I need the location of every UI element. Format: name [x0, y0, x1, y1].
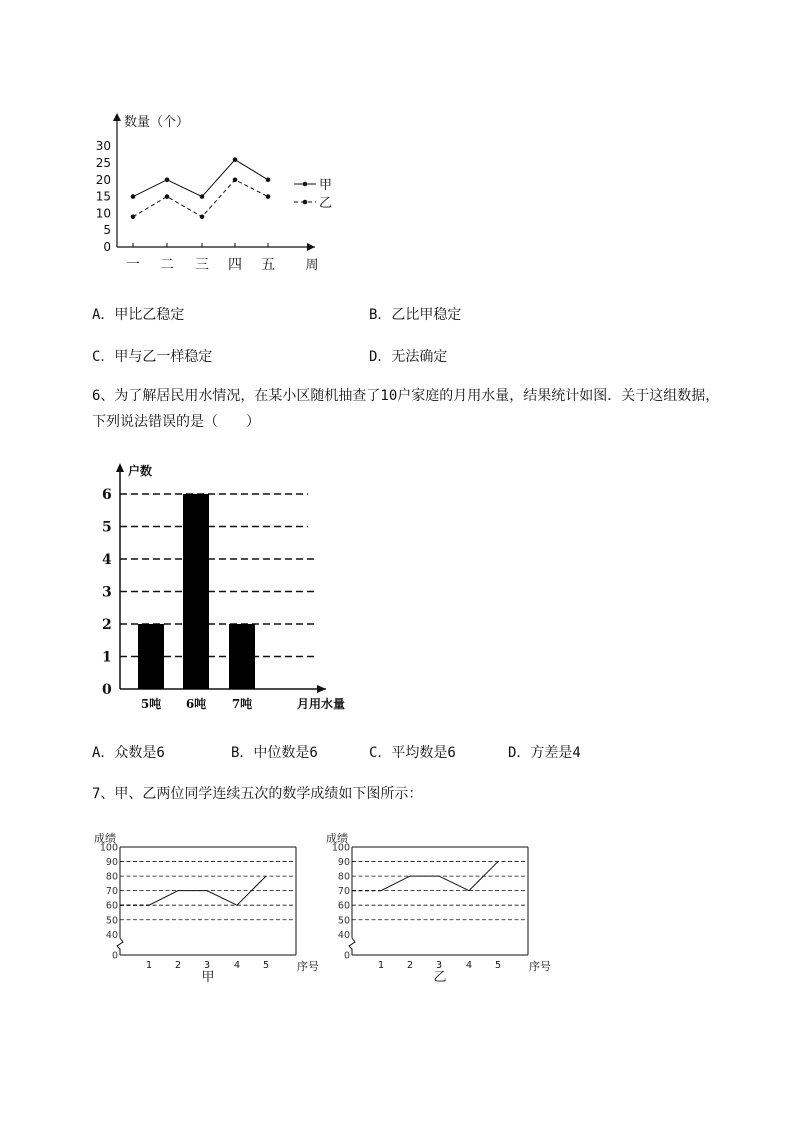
x-tick-label: 7吨 — [231, 697, 253, 711]
y-tick-label: 1 — [102, 649, 112, 666]
y-tick-label: 30 — [95, 139, 111, 154]
score-chart-jia — [88, 828, 328, 998]
x-tick-label: 二 — [160, 257, 174, 273]
data-point — [200, 214, 205, 219]
q5-option-b[interactable]: B．乙比甲稳定 — [369, 307, 462, 323]
y-tick-label: 5 — [102, 519, 112, 536]
y-axis-label: 户数 — [128, 464, 153, 478]
data-point — [233, 178, 238, 183]
bar — [183, 494, 209, 689]
x-tick-label: 1 — [377, 960, 385, 971]
x-tick-label: 4 — [233, 960, 241, 971]
y-axis-label: 成绩 — [326, 832, 348, 845]
legend-label: 甲 — [319, 178, 333, 193]
q6-option-d[interactable]: D．方差是4 — [508, 745, 581, 761]
q6-option-a[interactable]: A．众数是6 — [92, 745, 165, 761]
legend-marker — [303, 200, 308, 205]
y-tick-label: 60 — [105, 900, 118, 912]
water-usage-bar-chart — [90, 455, 360, 715]
y-tick-label: 10 — [95, 206, 111, 221]
x-axis-label: 序号 — [297, 960, 319, 973]
y-tick-label: 100 — [99, 842, 118, 854]
y-tick-label: 40 — [337, 929, 350, 941]
x-axis-arrow — [317, 685, 326, 693]
x-tick-label: 三 — [195, 257, 209, 273]
y-axis-arrow — [113, 113, 121, 121]
x-tick-label: 5吨 — [140, 697, 162, 711]
bar — [138, 624, 164, 689]
y-tick-label: 15 — [95, 189, 111, 204]
y-axis-label: 数量（个） — [124, 115, 190, 130]
y-tick-label: 80 — [337, 871, 350, 883]
y-tick-label: 2 — [102, 617, 112, 633]
q5-option-a[interactable]: A．甲比乙稳定 — [92, 307, 185, 323]
y-tick-label: 70 — [337, 886, 350, 898]
y-tick-label: 5 — [103, 223, 111, 238]
x-tick-label: 3 — [203, 960, 211, 971]
x-tick-label: 五 — [261, 257, 275, 273]
x-tick-label: 1 — [145, 960, 153, 971]
y-tick-label: 0 — [103, 240, 111, 254]
legend-label: 乙 — [319, 196, 333, 211]
y-tick-label: 0 — [343, 950, 350, 962]
q6-question: 6、为了解居民用水情况，在某小区随机抽查了10户家庭的月用水量，结果统计如图．关于这组数据，下列说法错误的是（ ） — [92, 388, 720, 430]
q6-option-b[interactable]: B．中位数是6 — [231, 745, 318, 761]
data-point — [131, 214, 136, 219]
x-tick-label: 四 — [228, 257, 242, 273]
data-point — [233, 157, 238, 162]
y-axis-label: 成绩 — [94, 832, 116, 845]
x-tick-label: 2 — [406, 960, 414, 971]
q6-option-c[interactable]: C．平均数是6 — [369, 745, 456, 761]
q7-question: 7、甲、乙两位同学连续五次的数学成绩如下图所示： — [92, 786, 423, 802]
x-tick-label: 3 — [435, 960, 443, 971]
y-axis-arrow — [116, 463, 124, 472]
x-axis-arrow — [307, 243, 315, 251]
x-axis-label: 月用水量 — [296, 697, 346, 711]
data-point — [165, 178, 170, 183]
y-tick-label: 90 — [337, 857, 350, 869]
data-point — [165, 194, 170, 199]
y-tick-label: 25 — [95, 156, 111, 170]
y-tick-label: 60 — [337, 900, 350, 912]
y-tick-label: 3 — [102, 584, 112, 601]
y-tick-label: 90 — [105, 857, 118, 869]
y-tick-label: 0 — [111, 950, 118, 962]
chart-caption: 乙 — [433, 970, 447, 985]
data-point — [200, 194, 205, 199]
weekly-quantity-chart — [90, 105, 350, 280]
x-tick-label: 5 — [494, 960, 502, 971]
x-tick-label: 2 — [174, 960, 182, 971]
x-tick-label: 一 — [126, 257, 140, 273]
y-tick-label: 70 — [105, 886, 118, 898]
data-point — [266, 178, 271, 183]
y-tick-label: 80 — [105, 871, 118, 883]
y-tick-label: 50 — [105, 915, 118, 927]
score-chart-yi — [320, 828, 560, 998]
data-point — [266, 194, 271, 199]
legend-marker — [303, 182, 308, 187]
x-tick-label: 4 — [465, 960, 473, 971]
y-tick-label: 100 — [331, 842, 350, 854]
q5-option-c[interactable]: C．甲与乙一样稳定 — [92, 349, 213, 365]
x-axis-label: 序号 — [529, 960, 551, 973]
q5-option-d[interactable]: D．无法确定 — [369, 349, 448, 365]
bar — [229, 624, 255, 689]
y-tick-label: 0 — [102, 682, 112, 698]
y-tick-label: 40 — [105, 929, 118, 941]
x-axis-label: 周 — [305, 258, 319, 273]
y-tick-label: 4 — [102, 552, 112, 568]
x-tick-label: 6吨 — [185, 697, 207, 711]
y-tick-label: 20 — [95, 172, 111, 187]
data-point — [131, 194, 136, 199]
y-tick-label: 6 — [102, 487, 112, 503]
y-tick-label: 50 — [337, 915, 350, 927]
x-tick-label: 5 — [262, 960, 270, 971]
chart-caption: 甲 — [201, 970, 215, 985]
series-line-0 — [133, 160, 268, 197]
